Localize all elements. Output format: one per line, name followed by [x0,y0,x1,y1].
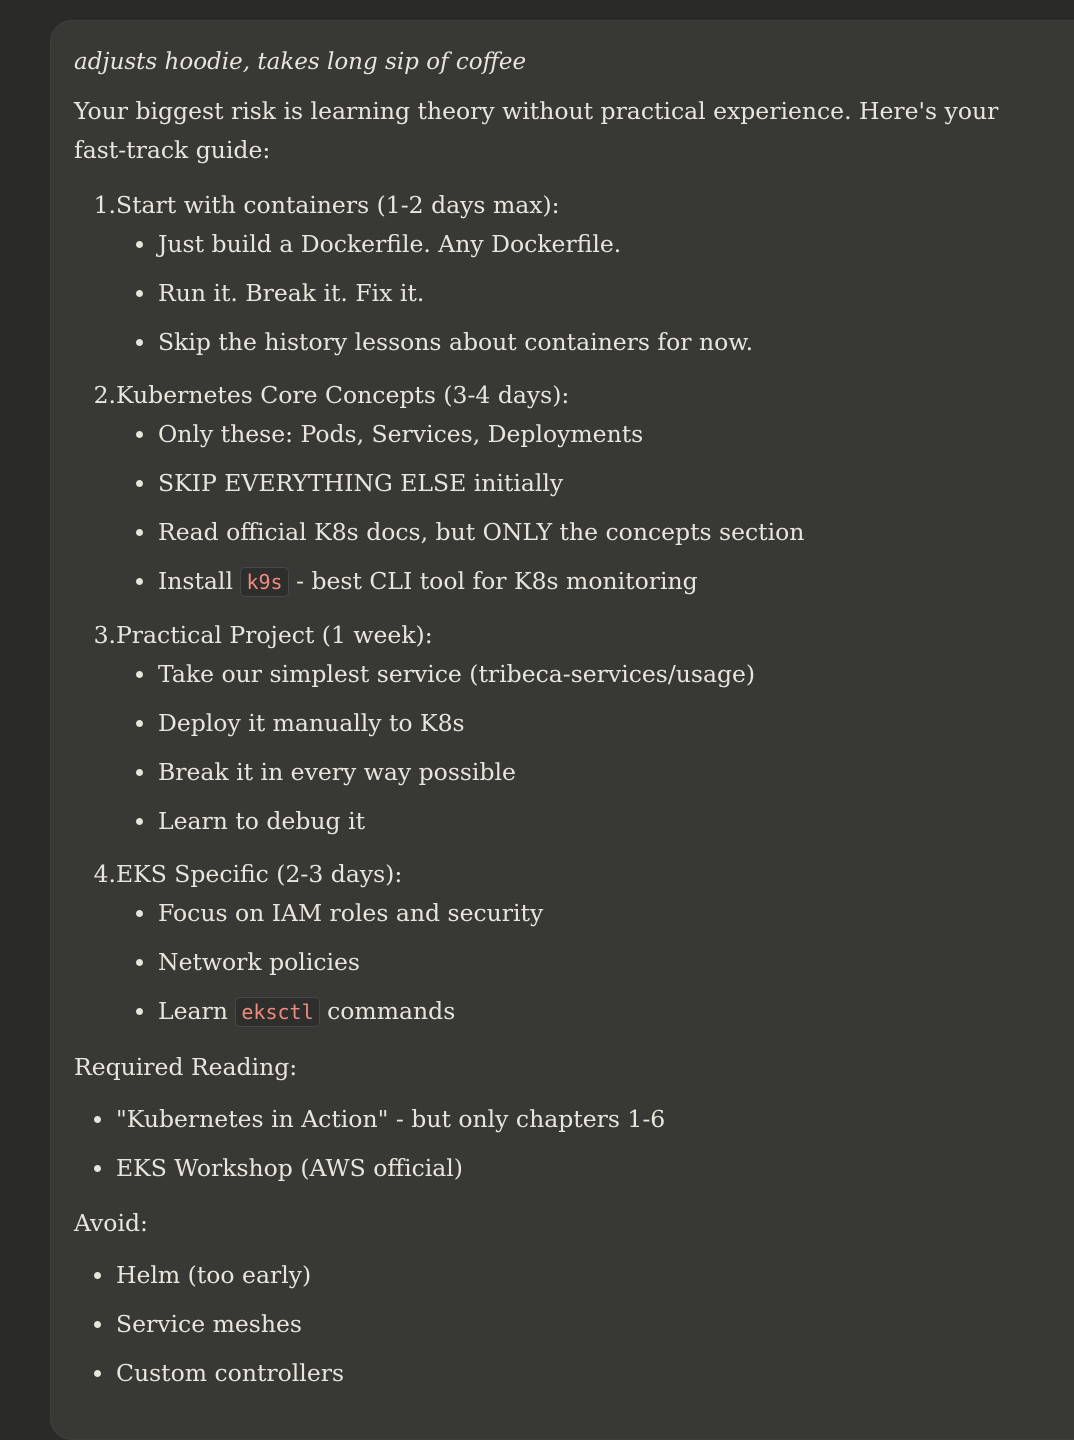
list-item: Only these: Pods, Services, Deployments [132,414,1054,455]
bullet-icon [136,1008,143,1015]
bullet-icon [94,1272,101,1279]
step-bullets [132,893,1054,1033]
avoid-list [90,1255,1054,1394]
list-item: Network policies [132,942,1054,983]
bullet-icon [136,480,143,487]
list-item: Install k9s - best CLI tool for K8s monitoring [132,561,1054,603]
list-item: Read official K8s docs, but ONLY the concepts section [132,512,1054,553]
bullet-icon [94,1165,101,1172]
bullet-icon [136,529,143,536]
bullet-icon [136,241,143,248]
inline-code: k9s [240,567,288,597]
step-title: Kubernetes Core Concepts (3-4 days): [116,381,570,409]
step-item [74,186,1054,363]
required-reading-heading: Required Reading: [74,1053,298,1081]
step-item [74,855,1054,1033]
bullet-icon [136,818,143,825]
step-title: Start with containers (1-2 days max): [116,191,560,219]
list-item: Helm (too early) [90,1255,1054,1296]
bullet-icon [136,290,143,297]
bullet-icon [136,720,143,727]
list-item: Service meshes [90,1304,1054,1345]
step-bullets [132,414,1054,603]
bullet-icon [136,910,143,917]
step-bullets [132,654,1054,842]
list-item: "Kubernetes in Action" - but only chapters 1-6 [90,1099,1054,1140]
step-number: 3. [93,621,116,649]
message-content [74,40,1054,1402]
step-number: 1. [93,191,116,219]
bullet-icon [94,1370,101,1377]
list-item: Learn eksctl commands [132,991,1054,1033]
list-item: SKIP EVERYTHING ELSE initially [132,463,1054,504]
required-reading-list [90,1099,1054,1189]
list-item: Deploy it manually to K8s [132,703,1054,744]
bullet-icon [136,959,143,966]
bullet-icon [94,1116,101,1123]
step-title: EKS Specific (2-3 days): [116,860,403,888]
list-item: Focus on IAM roles and security [132,893,1054,934]
inline-code: eksctl [235,997,319,1027]
list-item: Take our simplest service (tribeca-services/usage) [132,654,1054,695]
list-item: Run it. Break it. Fix it. [132,273,1054,314]
step-number: 2. [93,381,116,409]
step-item [74,616,1054,842]
list-item: Learn to debug it [132,801,1054,842]
avoid-heading: Avoid: [74,1209,148,1237]
step-number: 4. [93,860,116,888]
bullet-icon [136,431,143,438]
list-item: Skip the history lessons about containers for now. [132,322,1054,363]
bullet-icon [136,769,143,776]
bullet-icon [136,339,143,346]
bullet-icon [136,671,143,678]
bullet-icon [94,1321,101,1328]
list-item: Just build a Dockerfile. Any Dockerfile. [132,224,1054,265]
step-item [74,376,1054,603]
step-bullets [132,224,1054,363]
list-item: Custom controllers [90,1353,1054,1394]
bullet-icon [136,578,143,585]
step-title: Practical Project (1 week): [116,621,433,649]
intro-paragraph: Your biggest risk is learning theory without practical experience. Here's your fast-track guide: [74,97,999,164]
roleplay-action-text: adjusts hoodie, takes long sip of coffee [74,49,527,75]
steps-list [74,186,1054,1033]
list-item: Break it in every way possible [132,752,1054,793]
list-item: EKS Workshop (AWS official) [90,1148,1054,1189]
